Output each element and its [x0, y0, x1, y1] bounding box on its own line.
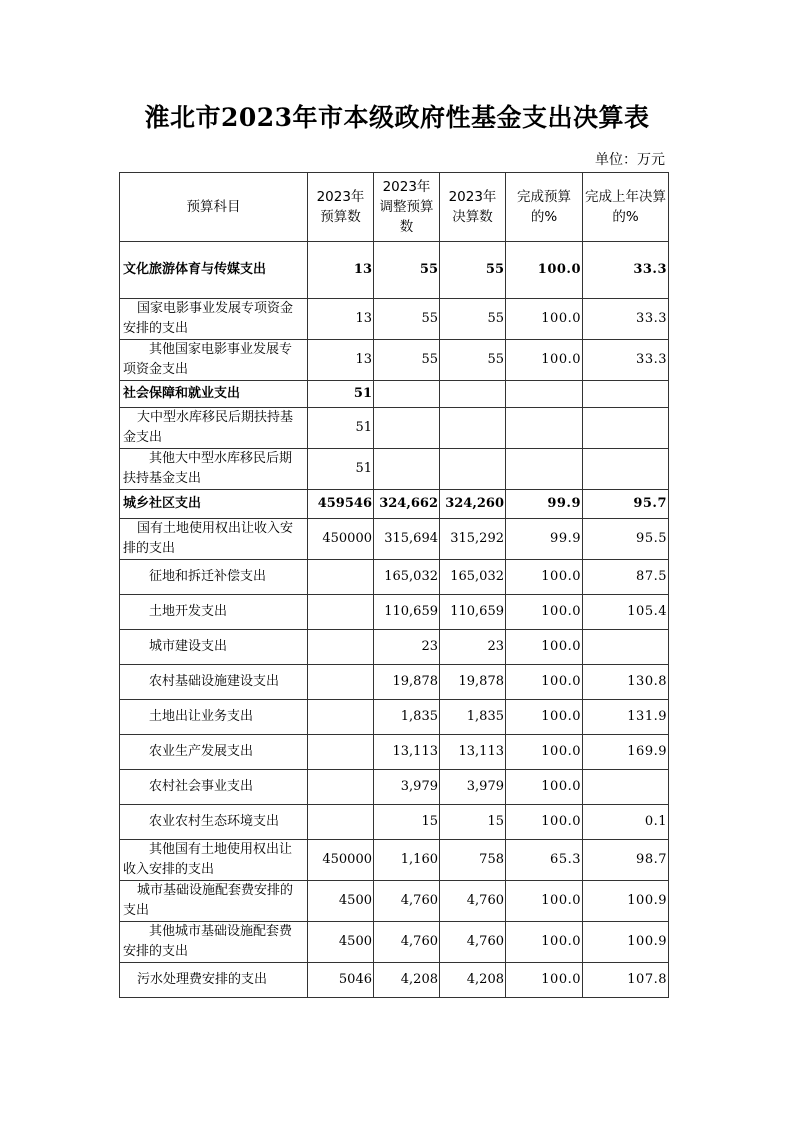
- cell-actual: 4,208: [440, 963, 506, 998]
- cell-pct-prev: 33.3: [583, 299, 669, 340]
- cell-pct-prev: 100.9: [583, 881, 669, 922]
- cell-adjusted: 1,160: [374, 840, 440, 881]
- cell-subject: 文化旅游体育与传媒支出: [120, 242, 308, 299]
- table-row: [120, 299, 669, 340]
- cell-actual: 13,113: [440, 735, 506, 770]
- cell-actual: [440, 381, 506, 408]
- header-adjusted: 2023年调整预算数: [374, 173, 440, 242]
- cell-pct-budget: [506, 408, 583, 449]
- cell-pct-prev: 33.3: [583, 340, 669, 381]
- cell-actual: 23: [440, 630, 506, 665]
- table-row: [120, 340, 669, 381]
- cell-pct-prev: 95.7: [583, 490, 669, 519]
- table-row: [120, 665, 669, 700]
- cell-budget: 4500: [308, 881, 374, 922]
- cell-adjusted: 1,835: [374, 700, 440, 735]
- cell-pct-budget: 100.0: [506, 665, 583, 700]
- cell-subject: 国有土地使用权出让收入安排的支出: [120, 519, 308, 560]
- cell-actual: 3,979: [440, 770, 506, 805]
- cell-budget: 13: [308, 242, 374, 299]
- cell-pct-prev: 33.3: [583, 242, 669, 299]
- cell-budget: [308, 665, 374, 700]
- cell-actual: 55: [440, 299, 506, 340]
- cell-actual: 15: [440, 805, 506, 840]
- cell-adjusted: 324,662: [374, 490, 440, 519]
- cell-budget: [308, 630, 374, 665]
- cell-budget: 5046: [308, 963, 374, 998]
- cell-pct-prev: 169.9: [583, 735, 669, 770]
- cell-subject: 城乡社区支出: [120, 490, 308, 519]
- cell-subject: 农业生产发展支出: [120, 735, 308, 770]
- cell-pct-budget: 100.0: [506, 242, 583, 299]
- cell-actual: 55: [440, 242, 506, 299]
- cell-subject: 征地和拆迁补偿支出: [120, 560, 308, 595]
- cell-pct-prev: [583, 449, 669, 490]
- cell-adjusted: 3,979: [374, 770, 440, 805]
- cell-pct-prev: [583, 770, 669, 805]
- cell-actual: 315,292: [440, 519, 506, 560]
- unit-label: 单位：万元: [595, 152, 665, 168]
- table-row: [120, 449, 669, 490]
- cell-actual: 4,760: [440, 881, 506, 922]
- cell-pct-budget: 65.3: [506, 840, 583, 881]
- table-row: [120, 805, 669, 840]
- cell-actual: 758: [440, 840, 506, 881]
- cell-actual: [440, 408, 506, 449]
- cell-budget: 51: [308, 381, 374, 408]
- table-row: [120, 381, 669, 408]
- cell-pct-budget: 100.0: [506, 805, 583, 840]
- cell-budget: [308, 770, 374, 805]
- table-row: [120, 963, 669, 998]
- cell-adjusted: 165,032: [374, 560, 440, 595]
- cell-pct-budget: 100.0: [506, 560, 583, 595]
- table-row: [120, 840, 669, 881]
- table-body: [120, 242, 669, 998]
- cell-pct-budget: [506, 449, 583, 490]
- cell-budget: 13: [308, 299, 374, 340]
- cell-pct-prev: [583, 381, 669, 408]
- cell-actual: 55: [440, 340, 506, 381]
- cell-budget: 450000: [308, 519, 374, 560]
- cell-subject: 其他国有土地使用权出让收入安排的支出: [120, 840, 308, 881]
- table-header-row: [120, 173, 669, 242]
- table-row: [120, 770, 669, 805]
- cell-adjusted: 4,760: [374, 922, 440, 963]
- header-pct-prev: 完成上年决算的%: [583, 173, 669, 242]
- header-pct-budget: 完成预算的%: [506, 173, 583, 242]
- table-row: [120, 595, 669, 630]
- header-actual: 2023年决算数: [440, 173, 506, 242]
- cell-subject: 其他国家电影事业发展专项资金支出: [120, 340, 308, 381]
- cell-pct-prev: 107.8: [583, 963, 669, 998]
- cell-adjusted: 55: [374, 340, 440, 381]
- cell-adjusted: 4,760: [374, 881, 440, 922]
- cell-adjusted: [374, 449, 440, 490]
- cell-actual: 324,260: [440, 490, 506, 519]
- cell-pct-budget: 100.0: [506, 340, 583, 381]
- cell-pct-budget: 100.0: [506, 922, 583, 963]
- cell-pct-budget: 100.0: [506, 735, 583, 770]
- cell-adjusted: 13,113: [374, 735, 440, 770]
- header-subject: 预算科目: [120, 173, 308, 242]
- cell-budget: 459546: [308, 490, 374, 519]
- cell-budget: 450000: [308, 840, 374, 881]
- cell-subject: 农村社会事业支出: [120, 770, 308, 805]
- cell-adjusted: 110,659: [374, 595, 440, 630]
- cell-actual: 19,878: [440, 665, 506, 700]
- cell-budget: 51: [308, 449, 374, 490]
- cell-pct-budget: 100.0: [506, 595, 583, 630]
- cell-subject: 国家电影事业发展专项资金安排的支出: [120, 299, 308, 340]
- cell-pct-prev: 95.5: [583, 519, 669, 560]
- table-row: [120, 242, 669, 299]
- cell-budget: [308, 700, 374, 735]
- cell-adjusted: [374, 381, 440, 408]
- cell-pct-budget: 100.0: [506, 299, 583, 340]
- page-title: 淮北市2023年市本级政府性基金支出决算表: [144, 103, 650, 132]
- cell-subject: 社会保障和就业支出: [120, 381, 308, 408]
- cell-pct-prev: 100.9: [583, 922, 669, 963]
- cell-subject: 污水处理费安排的支出: [120, 963, 308, 998]
- table-row: [120, 519, 669, 560]
- cell-subject: 土地开发支出: [120, 595, 308, 630]
- table-row: [120, 630, 669, 665]
- cell-actual: 4,760: [440, 922, 506, 963]
- cell-pct-budget: 100.0: [506, 881, 583, 922]
- cell-budget: 13: [308, 340, 374, 381]
- cell-actual: [440, 449, 506, 490]
- cell-pct-budget: 100.0: [506, 700, 583, 735]
- cell-adjusted: 4,208: [374, 963, 440, 998]
- expenditure-table: [119, 172, 669, 998]
- table-row: [120, 560, 669, 595]
- cell-subject: 城市基础设施配套费安排的支出: [120, 881, 308, 922]
- table-row: [120, 922, 669, 963]
- cell-subject: 其他城市基础设施配套费安排的支出: [120, 922, 308, 963]
- table-row: [120, 490, 669, 519]
- table-row: [120, 700, 669, 735]
- cell-budget: [308, 560, 374, 595]
- cell-budget: [308, 805, 374, 840]
- cell-pct-prev: 130.8: [583, 665, 669, 700]
- cell-subject: 其他大中型水库移民后期扶持基金支出: [120, 449, 308, 490]
- cell-adjusted: [374, 408, 440, 449]
- cell-pct-prev: 98.7: [583, 840, 669, 881]
- cell-pct-prev: 105.4: [583, 595, 669, 630]
- cell-pct-prev: [583, 630, 669, 665]
- cell-adjusted: 15: [374, 805, 440, 840]
- cell-pct-budget: 99.9: [506, 519, 583, 560]
- cell-budget: [308, 735, 374, 770]
- cell-subject: 土地出让业务支出: [120, 700, 308, 735]
- cell-budget: 51: [308, 408, 374, 449]
- cell-adjusted: 23: [374, 630, 440, 665]
- cell-pct-budget: 100.0: [506, 770, 583, 805]
- cell-pct-budget: [506, 381, 583, 408]
- cell-adjusted: 55: [374, 242, 440, 299]
- cell-subject: 大中型水库移民后期扶持基金支出: [120, 408, 308, 449]
- cell-subject: 农业农村生态环境支出: [120, 805, 308, 840]
- cell-actual: 1,835: [440, 700, 506, 735]
- cell-adjusted: 315,694: [374, 519, 440, 560]
- header-budget: 2023年预算数: [308, 173, 374, 242]
- cell-adjusted: 55: [374, 299, 440, 340]
- table-row: [120, 408, 669, 449]
- cell-pct-prev: 87.5: [583, 560, 669, 595]
- cell-pct-budget: 100.0: [506, 963, 583, 998]
- cell-pct-budget: 100.0: [506, 630, 583, 665]
- cell-subject: 城市建设支出: [120, 630, 308, 665]
- cell-pct-budget: 99.9: [506, 490, 583, 519]
- table-row: [120, 881, 669, 922]
- cell-pct-prev: [583, 408, 669, 449]
- cell-adjusted: 19,878: [374, 665, 440, 700]
- cell-actual: 110,659: [440, 595, 506, 630]
- cell-budget: 4500: [308, 922, 374, 963]
- table-row: [120, 735, 669, 770]
- cell-actual: 165,032: [440, 560, 506, 595]
- cell-subject: 农村基础设施建设支出: [120, 665, 308, 700]
- cell-pct-prev: 131.9: [583, 700, 669, 735]
- cell-pct-prev: 0.1: [583, 805, 669, 840]
- cell-budget: [308, 595, 374, 630]
